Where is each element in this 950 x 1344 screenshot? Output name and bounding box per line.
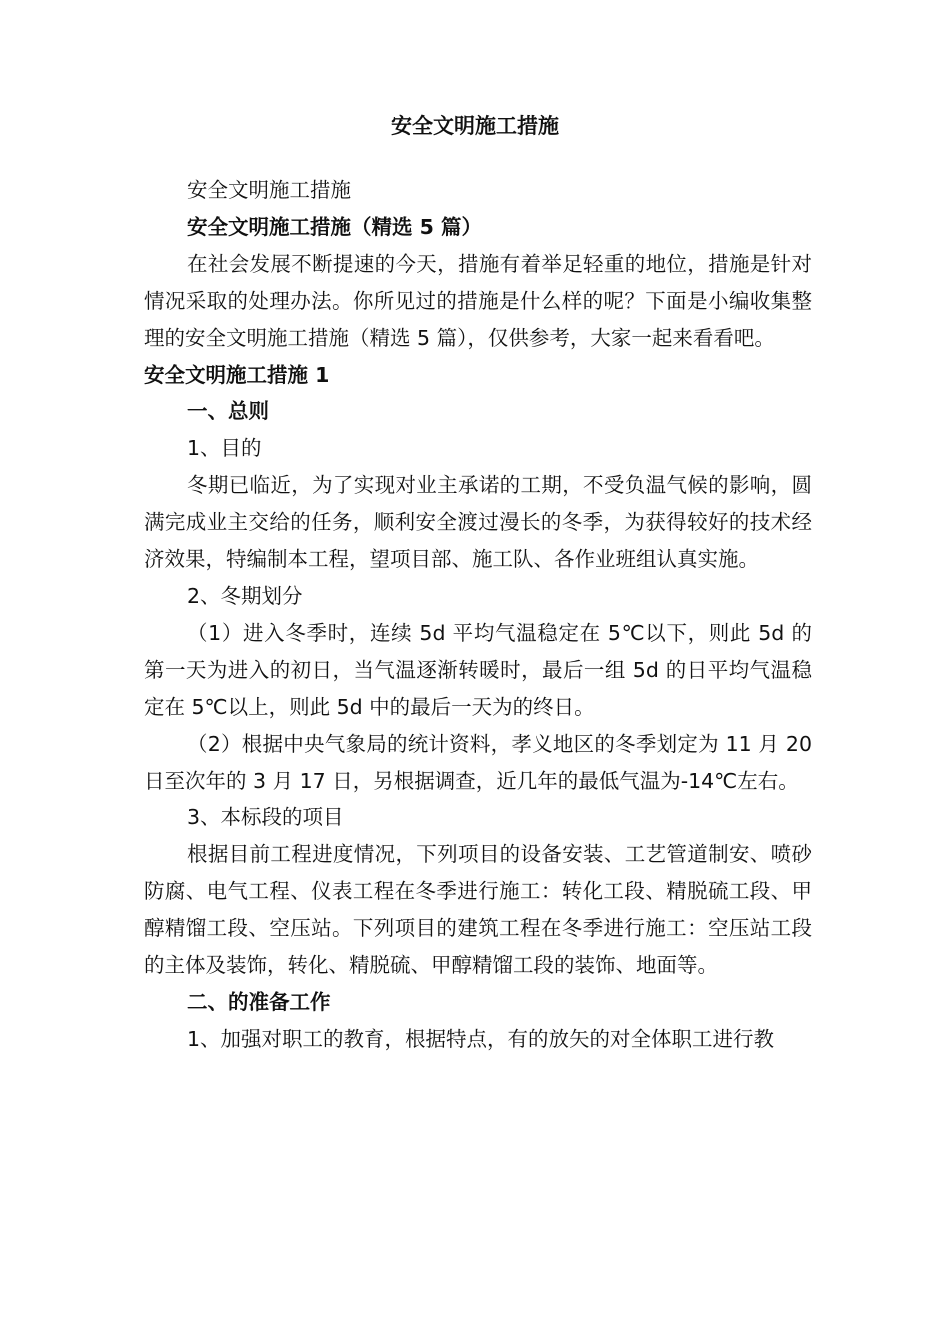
paragraph-purpose: 冬期已临近，为了实现对业主承诺的工期，不受负温气候的影响，圆满完成业主交给的任务，顺利安全渡过漫长的冬季，为获得较好的技术经济效果，特编制本工程，望项目部、施工队、各作业班组认真实施。 (144, 473, 812, 572)
section-heading: 安全文明施工措施 1 (144, 362, 330, 387)
paragraph-winter-period: （2）根据中央气象局的统计资料，孝义地区的冬季划定为 11 月 20 日至次年的 3 月 17 日，另根据调查，近几年的最低气温为-14℃左右。 (144, 731, 812, 793)
subheading-section-items: 3、本标段的项目 (187, 805, 344, 830)
paragraph-section-items: 根据目前工程进度情况，下列项目的设备安装、工艺管道制安、喷砂防腐、电气工程、仪表工程在冬季进行施工：转化工段、精脱硫工段、甲醇精馏工段、空压站。下列项目的建筑工程在冬季进行施工：空压站工段的主体及装饰，转化、精脱硫、甲醇精馏工段的装饰、地面等。 (144, 842, 812, 978)
chapter-heading-preparation: 二、的准备工作 (187, 989, 331, 1014)
intro-paragraph: 在社会发展不断提速的今天，措施有着举足轻重的地位，措施是针对情况采取的处理办法。你所见过的措施是什么样的呢？下面是小编收集整理的安全文明施工措施（精选 5 篇），仅供参考，大家一起来看看吧。 (144, 251, 812, 350)
subheading-winter-division: 2、冬期划分 (187, 583, 303, 608)
document-body (144, 172, 812, 1058)
document-title: 安全文明施工措施 (391, 114, 559, 138)
paragraph-preparation-1: 1、加强对职工的教育，根据特点，有的放矢的对全体职工进行教 (187, 1026, 775, 1051)
paragraph-winter-start: （1）进入冬季时，连续 5d 平均气温稳定在 5℃以下，则此 5d 的第一天为进入的初日，当气温逐渐转暖时，最后一组 5d 的日平均气温稳定在 5℃以上，则此 5d 中的最后一天为的终日。 (144, 620, 812, 719)
subtitle-bold: 安全文明施工措施（精选 5 篇） (187, 214, 483, 239)
chapter-heading-general: 一、总则 (187, 399, 269, 424)
subheading-purpose: 1、目的 (187, 436, 262, 461)
subtitle-line: 安全文明施工措施 (187, 178, 351, 202)
